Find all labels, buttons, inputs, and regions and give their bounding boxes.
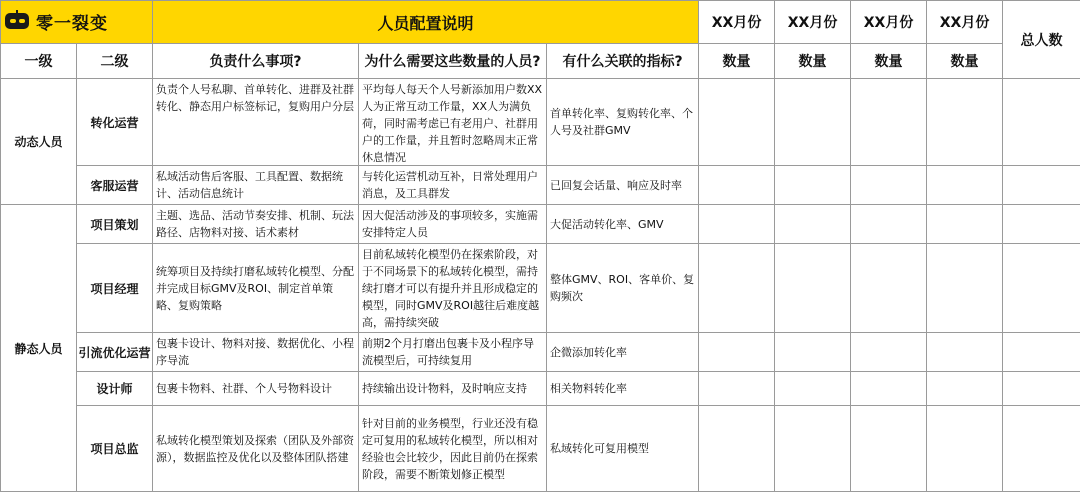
quantity-cell[interactable]: [851, 244, 927, 333]
table-row: [1, 406, 1080, 492]
quantity-cell[interactable]: [851, 79, 927, 166]
quantity-cell[interactable]: [699, 372, 775, 406]
level2-cell: 转化运营: [77, 79, 153, 166]
total-cell[interactable]: [1003, 205, 1080, 244]
table-row: [1, 205, 1080, 244]
level1-cell: 静态人员: [1, 205, 77, 492]
level2-cell: 引流优化运营: [77, 333, 153, 372]
level1-cell: 动态人员: [1, 79, 77, 205]
total-cell[interactable]: [1003, 333, 1080, 372]
quantity-cell[interactable]: [699, 205, 775, 244]
why-text: 目前私域转化模型仍在探索阶段，对于不同场景下的私域转化模型，需持续打磨才可以有提升并且形成稳定的模型，同时GMV及ROI越往后难度越高，需持续突破: [362, 246, 543, 330]
why-cell: [359, 166, 547, 205]
duties-cell: [153, 244, 359, 333]
why-cell: 针对目前的业务模型，行业还没有稳定可复用的私域转化模型，所以相对经验也会比较少，因此目前仍在探索阶段，需要不断策划修正模型: [359, 406, 547, 492]
quantity-cell[interactable]: [927, 205, 1003, 244]
level2-cell: 项目总监: [77, 406, 153, 492]
level2-cell: 设计师: [77, 372, 153, 406]
brand-name: 零一裂变: [36, 9, 108, 34]
quantity-cell[interactable]: [851, 372, 927, 406]
why-cell: [359, 79, 547, 166]
table-row: [1, 333, 1080, 372]
col-quantity-header: 数量: [775, 44, 851, 79]
quantity-cell[interactable]: [851, 406, 927, 492]
total-cell[interactable]: [1003, 372, 1080, 406]
duties-cell: [153, 79, 359, 166]
quantity-cell[interactable]: [699, 79, 775, 166]
metrics-cell: 首单转化率、复购转化率、个人号及社群GMV: [547, 79, 699, 166]
quantity-cell[interactable]: [775, 79, 851, 166]
level2-cell: 项目经理: [77, 244, 153, 333]
col-metrics-header: 有什么关联的指标?: [547, 44, 699, 79]
duties-cell: 包裹卡物料、社群、个人号物料设计: [153, 372, 359, 406]
brand-logo: [0, 0, 152, 42]
quantity-cell[interactable]: [775, 406, 851, 492]
quantity-cell[interactable]: [775, 244, 851, 333]
metrics-cell: 大促活动转化率、GMV: [547, 205, 699, 244]
month-header: XX月份: [851, 1, 927, 44]
metrics-cell: 已回复会话量、响应及时率: [547, 166, 699, 205]
duties-cell: [153, 333, 359, 372]
quantity-cell[interactable]: [775, 372, 851, 406]
metrics-cell: 私域转化可复用模型: [547, 406, 699, 492]
col-level2-header: 二级: [77, 44, 153, 79]
robot-logo-icon: [4, 10, 30, 32]
metrics-cell: 整体GMV、ROI、客单价、复购频次: [547, 244, 699, 333]
col-quantity-header: 数量: [927, 44, 1003, 79]
level2-cell: 项目策划: [77, 205, 153, 244]
quantity-cell[interactable]: [775, 205, 851, 244]
metrics-cell: 企微添加转化率: [547, 333, 699, 372]
why-cell: [359, 205, 547, 244]
month-header: XX月份: [927, 1, 1003, 44]
col-why-header: 为什么需要这些数量的人员?: [359, 44, 547, 79]
table-row: [1, 79, 1080, 166]
quantity-cell[interactable]: [927, 406, 1003, 492]
duties-cell: 私域转化模型策划及探索（团队及外部资源），数据监控及优化以及整体团队搭建: [153, 406, 359, 492]
quantity-cell[interactable]: [927, 166, 1003, 205]
why-text: 前期2个月打磨出包裹卡及小程序导流模型后，可持续复用: [362, 335, 543, 369]
quantity-cell[interactable]: [699, 166, 775, 205]
col-quantity-header: 数量: [851, 44, 927, 79]
table-row: [1, 166, 1080, 205]
why-text: 与转化运营机动互补，日常处理用户消息，及工具群发: [362, 168, 543, 202]
total-cell[interactable]: [1003, 166, 1080, 205]
quantity-cell[interactable]: [699, 244, 775, 333]
quantity-cell[interactable]: [775, 333, 851, 372]
duties-text: 负责个人号私聊、首单转化、进群及社群转化、静态用户标签标记，复购用户分层: [156, 81, 355, 163]
table-row: [1, 244, 1080, 333]
quantity-cell[interactable]: [699, 406, 775, 492]
total-cell[interactable]: [1003, 79, 1080, 166]
col-duties-header: 负责什么事项?: [153, 44, 359, 79]
duties-cell: [153, 205, 359, 244]
total-cell[interactable]: [1003, 406, 1080, 492]
quantity-cell[interactable]: [851, 333, 927, 372]
quantity-cell[interactable]: [927, 333, 1003, 372]
metrics-cell: 相关物料转化率: [547, 372, 699, 406]
duties-text: 包裹卡设计、物料对接、数据优化、小程序导流: [156, 335, 355, 369]
total-header: 总人数: [1003, 1, 1080, 79]
quantity-cell[interactable]: [775, 166, 851, 205]
duties-text: 统筹项目及持续打磨私域转化模型、分配并完成目标GMV及ROI、制定首单策略、复购策略: [156, 263, 355, 314]
duties-cell: [153, 166, 359, 205]
quantity-cell[interactable]: [699, 333, 775, 372]
month-header: XX月份: [775, 1, 851, 44]
why-cell: 持续输出设计物料，及时响应支持: [359, 372, 547, 406]
level2-cell: 客服运营: [77, 166, 153, 205]
col-level1-header: 一级: [1, 44, 77, 79]
why-text: 平均每人每天个人号新添加用户数XX人为正常互动工作量，XX人为满负荷，同时需考虑已有老用户、社群用户的工作量，并且暂时忽略周末正常休息情况: [362, 81, 543, 163]
quantity-cell[interactable]: [927, 79, 1003, 166]
table-row: [1, 372, 1080, 406]
duties-text: 主题、选品、活动节奏安排、机制、玩法路径、店物料对接、话术素材: [156, 207, 355, 241]
quantity-cell[interactable]: [927, 372, 1003, 406]
why-cell: [359, 244, 547, 333]
duties-text: 私域活动售后客服、工具配置、数据统计、活动信息统计: [156, 168, 355, 202]
why-cell: [359, 333, 547, 372]
quantity-cell[interactable]: [927, 244, 1003, 333]
page-title: 人员配置说明: [153, 1, 699, 44]
quantity-cell[interactable]: [851, 166, 927, 205]
col-quantity-header: 数量: [699, 44, 775, 79]
why-text: 因大促活动涉及的事项较多，实施需安排特定人员: [362, 207, 543, 241]
total-cell[interactable]: [1003, 244, 1080, 333]
quantity-cell[interactable]: [851, 205, 927, 244]
month-header: XX月份: [699, 1, 775, 44]
